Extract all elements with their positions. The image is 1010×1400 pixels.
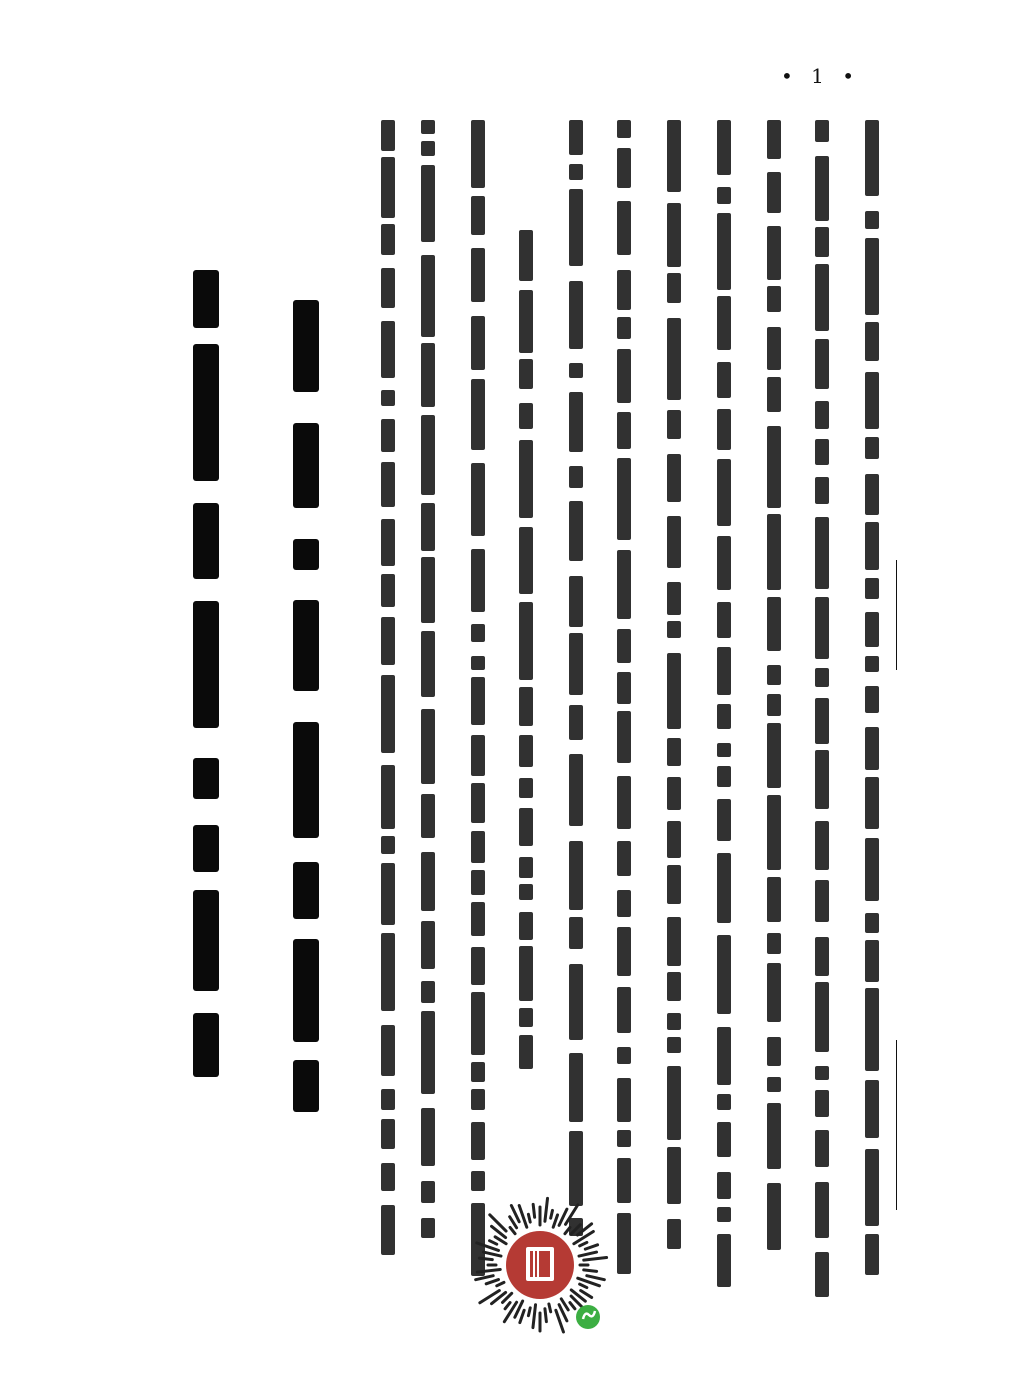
word-glyph: [667, 777, 681, 810]
title-glyph: [193, 1013, 219, 1077]
word-glyph: [865, 777, 879, 829]
word-glyph: [815, 698, 829, 744]
word-glyph: [767, 1077, 781, 1092]
word-glyph: [865, 1149, 879, 1226]
text-column: [714, 120, 734, 1320]
title-glyph: [193, 503, 219, 579]
word-glyph: [471, 196, 485, 235]
word-glyph: [421, 852, 435, 911]
word-glyph: [667, 120, 681, 192]
word-glyph: [667, 972, 681, 1001]
text-column: [812, 120, 832, 1320]
title-glyph: [193, 344, 219, 481]
word-glyph: [815, 668, 829, 687]
word-glyph: [865, 211, 879, 229]
qr-ray: [486, 1280, 498, 1284]
word-glyph: [617, 1158, 631, 1203]
word-glyph: [767, 327, 781, 370]
qr-ray: [510, 1227, 515, 1233]
word-glyph: [569, 841, 583, 910]
qr-code-icon: [470, 1195, 610, 1335]
word-glyph: [617, 201, 631, 255]
word-glyph: [815, 1066, 829, 1080]
word-glyph: [767, 286, 781, 312]
word-glyph: [717, 187, 731, 204]
word-glyph: [519, 403, 533, 429]
word-glyph: [421, 631, 435, 697]
word-glyph: [865, 838, 879, 901]
word-glyph: [815, 880, 829, 922]
title-glyph: [293, 939, 319, 1042]
text-column: [378, 120, 398, 1320]
word-glyph: [717, 704, 731, 729]
qr-ray: [505, 1303, 510, 1309]
text-column: [664, 120, 684, 1320]
word-glyph: [617, 629, 631, 663]
word-glyph: [381, 419, 395, 452]
running-head: [880, 560, 914, 1210]
qr-ray: [584, 1270, 597, 1271]
title-glyph: [293, 722, 319, 838]
word-glyph: [767, 665, 781, 685]
word-glyph: [667, 821, 681, 858]
word-glyph: [381, 120, 395, 151]
word-glyph: [471, 549, 485, 612]
qr-ray: [581, 1291, 592, 1298]
word-glyph: [617, 1047, 631, 1064]
word-glyph: [815, 1130, 829, 1167]
title-glyph: [293, 600, 319, 691]
word-glyph: [717, 1234, 731, 1287]
word-glyph: [381, 1119, 395, 1149]
page-number: • 1 •: [780, 64, 860, 88]
word-glyph: [381, 933, 395, 1011]
word-glyph: [667, 738, 681, 766]
word-glyph: [767, 172, 781, 213]
qr-ray: [579, 1252, 597, 1256]
word-glyph: [471, 1171, 485, 1191]
qr-ray: [584, 1257, 607, 1260]
title-glyph: [193, 601, 219, 728]
qr-ray: [553, 1215, 557, 1227]
word-glyph: [421, 557, 435, 623]
word-glyph: [569, 705, 583, 740]
qr-ray: [551, 1210, 553, 1218]
title-glyph: [293, 300, 319, 392]
word-glyph: [471, 1062, 485, 1082]
word-glyph: [471, 783, 485, 823]
word-glyph: [815, 1252, 829, 1297]
word-glyph: [865, 988, 879, 1071]
qr-ray: [510, 1217, 517, 1228]
word-glyph: [865, 612, 879, 647]
word-glyph: [717, 853, 731, 923]
word-glyph: [717, 120, 731, 175]
qr-ray: [580, 1284, 587, 1287]
title-glyph: [193, 890, 219, 991]
word-glyph: [569, 466, 583, 488]
word-glyph: [569, 501, 583, 561]
word-glyph: [381, 157, 395, 218]
word-glyph: [421, 1181, 435, 1203]
word-glyph: [471, 1122, 485, 1160]
word-glyph: [617, 270, 631, 310]
word-glyph: [617, 841, 631, 876]
word-glyph: [569, 754, 583, 826]
word-glyph: [421, 981, 435, 1003]
text-column: [614, 120, 634, 1320]
word-glyph: [717, 213, 731, 290]
word-glyph: [865, 437, 879, 459]
word-glyph: [767, 1037, 781, 1066]
word-glyph: [667, 454, 681, 502]
word-glyph: [381, 675, 395, 753]
word-glyph: [767, 120, 781, 159]
word-glyph: [815, 982, 829, 1052]
word-glyph: [767, 377, 781, 412]
word-glyph: [421, 255, 435, 337]
qr-ray: [587, 1276, 605, 1280]
word-glyph: [381, 1163, 395, 1191]
word-glyph: [471, 870, 485, 895]
word-glyph: [815, 821, 829, 870]
word-glyph: [815, 517, 829, 589]
word-glyph: [569, 120, 583, 155]
word-glyph: [421, 120, 435, 134]
word-glyph: [717, 766, 731, 787]
word-glyph: [767, 514, 781, 590]
word-glyph: [471, 379, 485, 450]
word-glyph: [815, 1182, 829, 1238]
qr-ray: [574, 1231, 593, 1243]
word-glyph: [381, 1089, 395, 1110]
word-glyph: [717, 1094, 731, 1110]
word-glyph: [381, 1025, 395, 1076]
word-glyph: [717, 647, 731, 695]
word-glyph: [617, 890, 631, 917]
word-glyph: [617, 672, 631, 704]
word-glyph: [865, 522, 879, 570]
text-column: [468, 120, 488, 1320]
qr-ray: [476, 1276, 494, 1280]
text-column: [566, 120, 586, 1320]
word-glyph: [617, 711, 631, 763]
word-glyph: [865, 656, 879, 672]
qr-ray: [520, 1310, 524, 1322]
word-glyph: [569, 392, 583, 452]
word-glyph: [865, 686, 879, 713]
word-glyph: [569, 576, 583, 627]
word-glyph: [421, 1011, 435, 1094]
word-glyph: [569, 164, 583, 180]
word-glyph: [519, 912, 533, 940]
word-glyph: [471, 316, 485, 370]
word-glyph: [471, 992, 485, 1055]
word-glyph: [381, 519, 395, 566]
word-glyph: [617, 412, 631, 449]
word-glyph: [717, 1207, 731, 1222]
word-glyph: [865, 578, 879, 599]
word-glyph: [767, 795, 781, 870]
word-glyph: [471, 248, 485, 302]
word-glyph: [815, 339, 829, 389]
word-glyph: [471, 735, 485, 776]
word-glyph: [667, 621, 681, 638]
word-glyph: [667, 1147, 681, 1204]
word-glyph: [717, 799, 731, 841]
word-glyph: [569, 1053, 583, 1122]
word-glyph: [767, 694, 781, 716]
word-glyph: [767, 226, 781, 280]
word-glyph: [519, 1035, 533, 1069]
book-icon: [526, 1247, 554, 1281]
qr-ray: [565, 1227, 570, 1233]
word-glyph: [717, 536, 731, 590]
word-glyph: [381, 321, 395, 378]
word-glyph: [767, 1183, 781, 1250]
word-glyph: [519, 440, 533, 518]
text-column: [516, 120, 536, 1320]
word-glyph: [471, 656, 485, 670]
word-glyph: [381, 863, 395, 925]
qr-ray: [533, 1204, 534, 1217]
word-glyph: [519, 884, 533, 900]
word-glyph: [667, 1013, 681, 1030]
word-glyph: [519, 527, 533, 594]
word-glyph: [717, 1172, 731, 1199]
word-glyph: [381, 617, 395, 665]
word-glyph: [617, 550, 631, 619]
word-glyph: [519, 735, 533, 767]
word-glyph: [617, 1213, 631, 1274]
word-glyph: [569, 189, 583, 266]
word-glyph: [865, 727, 879, 770]
word-glyph: [381, 765, 395, 829]
word-glyph: [865, 322, 879, 361]
word-glyph: [717, 1027, 731, 1085]
word-glyph: [815, 156, 829, 221]
word-glyph: [471, 902, 485, 936]
word-glyph: [519, 230, 533, 281]
word-glyph: [617, 1130, 631, 1147]
word-glyph: [865, 1080, 879, 1138]
word-glyph: [569, 633, 583, 695]
qr-ray: [490, 1241, 497, 1244]
word-glyph: [617, 776, 631, 829]
word-glyph: [815, 597, 829, 659]
word-glyph: [471, 677, 485, 725]
word-glyph: [667, 410, 681, 439]
word-glyph: [381, 462, 395, 507]
word-glyph: [717, 935, 731, 1014]
word-glyph: [815, 120, 829, 142]
word-glyph: [667, 203, 681, 267]
qr-ray: [479, 1258, 492, 1259]
word-glyph: [421, 415, 435, 495]
word-glyph: [617, 349, 631, 403]
word-glyph: [421, 343, 435, 407]
title-glyph: [293, 862, 319, 919]
word-glyph: [381, 574, 395, 607]
word-glyph: [667, 653, 681, 729]
word-glyph: [381, 836, 395, 854]
word-glyph: [421, 921, 435, 969]
word-glyph: [767, 426, 781, 508]
word-glyph: [767, 723, 781, 788]
word-glyph: [767, 933, 781, 954]
word-glyph: [519, 359, 533, 389]
qr-ray: [497, 1282, 504, 1285]
running-head-rule-bottom: [896, 1040, 897, 1210]
word-glyph: [471, 463, 485, 536]
word-glyph: [667, 273, 681, 303]
word-glyph: [569, 281, 583, 349]
qr-ray: [549, 1304, 551, 1312]
word-glyph: [865, 1234, 879, 1275]
word-glyph: [519, 1008, 533, 1027]
word-glyph: [617, 120, 631, 138]
word-glyph: [421, 141, 435, 156]
word-glyph: [569, 917, 583, 949]
word-glyph: [767, 597, 781, 651]
word-glyph: [815, 439, 829, 465]
qr-ray: [545, 1309, 546, 1322]
qr-seal[interactable]: [470, 1195, 610, 1335]
word-glyph: [717, 296, 731, 350]
word-glyph: [667, 582, 681, 615]
word-glyph: [667, 865, 681, 904]
word-glyph: [667, 1219, 681, 1249]
word-glyph: [815, 750, 829, 809]
word-glyph: [717, 459, 731, 526]
word-glyph: [617, 987, 631, 1033]
word-glyph: [815, 937, 829, 976]
word-glyph: [569, 964, 583, 1040]
word-glyph: [767, 963, 781, 1022]
word-glyph: [667, 516, 681, 568]
qr-ray: [483, 1252, 501, 1256]
word-glyph: [381, 268, 395, 308]
word-glyph: [421, 165, 435, 242]
word-glyph: [421, 1218, 435, 1238]
word-glyph: [865, 372, 879, 429]
word-glyph: [865, 940, 879, 982]
text-column: [764, 120, 784, 1320]
word-glyph: [471, 1089, 485, 1110]
qr-ray: [477, 1269, 500, 1272]
qr-ray: [528, 1308, 530, 1316]
word-glyph: [471, 947, 485, 985]
word-glyph: [667, 318, 681, 400]
word-glyph: [717, 362, 731, 398]
word-glyph: [667, 917, 681, 966]
qr-ray: [585, 1245, 597, 1249]
qr-ray: [533, 1305, 536, 1328]
word-glyph: [381, 1205, 395, 1255]
word-glyph: [815, 401, 829, 429]
word-glyph: [617, 1078, 631, 1122]
word-glyph: [617, 148, 631, 188]
word-glyph: [471, 120, 485, 188]
word-glyph: [865, 913, 879, 933]
word-glyph: [471, 624, 485, 642]
title-glyph: [193, 270, 219, 328]
word-glyph: [569, 363, 583, 378]
word-glyph: [815, 264, 829, 331]
word-glyph: [421, 794, 435, 838]
word-glyph: [421, 503, 435, 551]
word-glyph: [717, 602, 731, 638]
text-column: [862, 120, 882, 1320]
word-glyph: [815, 477, 829, 504]
title-glyph: [193, 825, 219, 872]
word-glyph: [667, 1066, 681, 1140]
word-glyph: [519, 808, 533, 846]
word-glyph: [519, 778, 533, 798]
word-glyph: [865, 238, 879, 315]
word-glyph: [617, 317, 631, 339]
word-glyph: [471, 831, 485, 863]
word-glyph: [815, 227, 829, 257]
word-glyph: [617, 458, 631, 540]
word-glyph: [519, 602, 533, 680]
word-glyph: [717, 1122, 731, 1157]
title-glyph: [293, 539, 319, 570]
word-glyph: [381, 224, 395, 255]
qr-ray: [519, 1206, 527, 1228]
word-glyph: [617, 927, 631, 976]
mini-program-icon: [576, 1305, 600, 1329]
running-head-rule-top: [896, 560, 897, 670]
word-glyph: [519, 687, 533, 726]
word-glyph: [519, 946, 533, 1001]
word-glyph: [717, 409, 731, 450]
word-glyph: [717, 743, 731, 757]
text-column: [418, 120, 438, 1320]
word-glyph: [421, 1108, 435, 1166]
title-glyph: [293, 423, 319, 508]
word-glyph: [519, 857, 533, 878]
word-glyph: [815, 1090, 829, 1117]
word-glyph: [865, 474, 879, 515]
word-glyph: [767, 1103, 781, 1169]
word-glyph: [767, 877, 781, 922]
word-glyph: [865, 120, 879, 196]
qr-ray: [545, 1198, 548, 1221]
title-glyph: [293, 1060, 319, 1112]
qr-ray: [580, 1242, 587, 1245]
word-glyph: [381, 390, 395, 406]
qr-ray: [528, 1214, 530, 1222]
title-glyph: [193, 758, 219, 799]
word-glyph: [421, 709, 435, 784]
qr-ray: [570, 1303, 575, 1309]
word-glyph: [519, 290, 533, 353]
word-glyph: [667, 1037, 681, 1053]
